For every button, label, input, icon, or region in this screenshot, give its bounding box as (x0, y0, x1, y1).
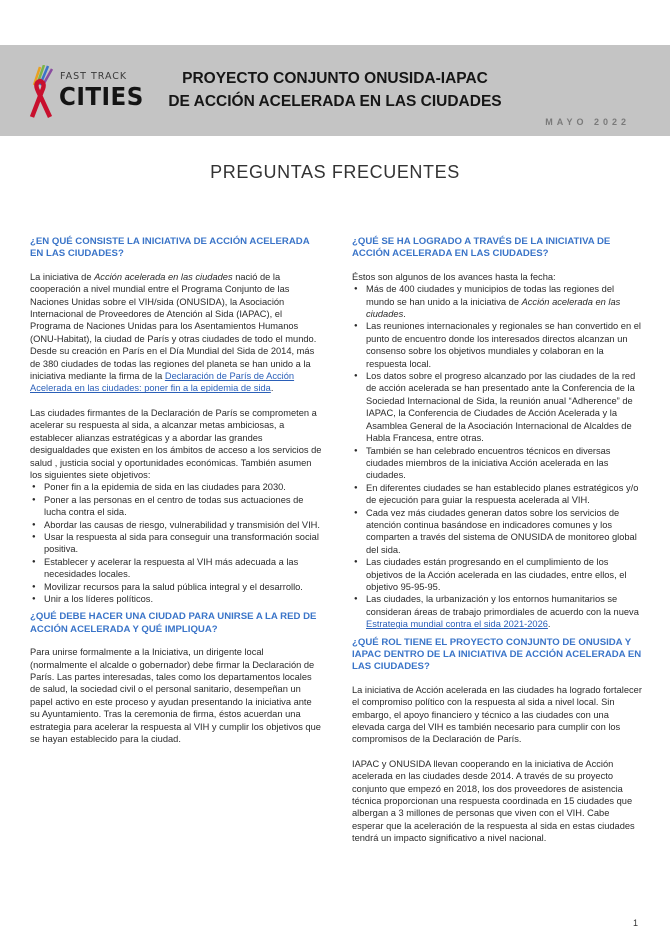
list-item: ● Poner fin a la epidemia de sida en las ciudades para 2030. (30, 481, 322, 493)
global-aids-strategy-link[interactable]: Estrategia mundial contra el sida 2021-2026 (366, 619, 548, 630)
initiative-name: Acción acelerada en las ciudades (366, 296, 621, 320)
paragraph (30, 271, 322, 395)
page-number: 1 (632, 918, 638, 928)
header-banner (0, 45, 670, 136)
list-item-text: . (547, 619, 551, 630)
aids-ribbon-icon (28, 65, 56, 121)
question-heading: ¿QUÉ ROL TIENE EL PROYECTO CONJUNTO DE ONUSIDA Y IAPAC DENTRO DE LA INICIATIVA DE ACCIÓN ACELERADA EN LAS CIUDADES? (352, 636, 642, 673)
paragraph-text: nació de la cooperación a nivel mundial entre el Programa Conjunto de las Naciones Unidas sobre el VIH/sida (ONUSIDA), la Asociación Internacional de Proveedores de Atención al Sida (IAPAC), el Programa de Naciones Unidas para los Asentamientos Humanos (ONU-Habitat), la ciudad de París y otras ciudades de todo el mundo. Desde su creación en París en el Día Mundial del Sida de 2014, más de 380 ciudades de todas las regiones del planeta se han unido a la iniciativa mediante la firma de la (30, 271, 317, 382)
paragraph-text: La iniciativa de (30, 271, 95, 282)
right-column (352, 236, 642, 857)
paris-declaration-link[interactable]: Declaración de París de Acción Acelerada en las ciudades: poner fin a la epidemia de sida (30, 371, 295, 394)
list-item: ● Usar la respuesta al sida para conseguir una transformación social positiva. (30, 531, 322, 556)
question-heading: ¿EN QUÉ CONSISTE LA INICIATIVA DE ACCIÓN ACELERADA EN LAS CIUDADES? (30, 236, 310, 260)
list-item: ● En diferentes ciudades se han establecido planes estratégicos y/o de ejecución para guiar la respuesta acelerada al VIH. (352, 482, 642, 507)
list-item: ● Movilizar recursos para la salud pública integral y el desarrollo. (30, 581, 322, 593)
left-column (30, 236, 322, 757)
list-item: ● Las ciudades están progresando en el cumplimiento de los objetivos de la Acción acelerada en las ciudades, entre ellos, el objetivo 95-95-95. (352, 556, 642, 593)
paragraph: Para unirse formalmente a la Iniciativa, un dirigente local (normalmente el alcalde o gobernador) debe firmar la Declaración de París. Las partes interesadas, tales como los departamentos locales de salud, la sociedad civil o el personal sanitario, desempeñan un papel activo en este proceso y ayudan presentando la iniciativa ante su Ayuntamiento. Tras la ceremonia de firma, éstos acuerdan una estrategia para acelerar la respuesta al VIH y cumplir los objetivos que se hayan establecido para la ciudad. (30, 647, 321, 745)
list-item: ● Unir a los líderes políticos. (30, 593, 322, 605)
list-item: ● También se han celebrado encuentros técnicos en diversas ciudades miembros de la iniciativa Acción acelerada en las ciudades. (352, 445, 642, 482)
list-item (352, 283, 642, 320)
paragraph: Éstos son algunos de los avances hasta la fecha: (352, 271, 556, 282)
list-item-text: Las ciudades, la urbanización y los entornos humanitarios se consideran áreas de trabajo primordiales de acuerdo con la nueva (366, 594, 639, 617)
paragraph: Las ciudades firmantes de la Declaración de París se comprometen a acelerar su respuesta al sida, a alcanzar metas ambiciosas, a establecer alianzas estratégicas y a abordar las grandes desigualdades que existen en los ámbitos de acceso a los servicios de salud , justicia social y oportunidades económicas. También asumen los siguientes siete objetivos: (30, 407, 322, 480)
list-item-text: . (403, 309, 406, 320)
list-item-text: Más de 400 ciudades y municipios de todas las regiones del mundo se han unido a la iniciativa de (366, 284, 615, 307)
page-title: PREGUNTAS FRECUENTES (210, 162, 460, 182)
logo-main-text: CITIES (59, 82, 144, 111)
paragraph-text: . (270, 383, 274, 394)
achievements-list (352, 283, 642, 630)
list-item: ● Abordar las causas de riesgo, vulnerabilidad y transmisión del VIH. (30, 519, 322, 531)
list-item: ● Establecer y acelerar la respuesta al VIH más adecuada a las necesidades locales. (30, 556, 322, 581)
paragraph: IAPAC y ONUSIDA llevan cooperando en la iniciativa de Acción acelerada en las ciudades desde 2014. A través de su proyecto conjunto que empezó en 2018, los dos proveedores de asistencia técnica proporcionan una respuesta coordinada en 15 ciudades que albergan a 3 millones de personas que viven con el VIH. Cabe esperar que la aceleración de la respuesta al sida en estas ciudades tendrá un impacto significativo a nivel nacional. (352, 758, 635, 844)
question-heading: ¿QUÉ SE HA LOGRADO A TRAVÉS DE LA INICIATIVA DE ACCIÓN ACELERADA EN LAS CIUDADES? (352, 236, 611, 260)
objectives-list (30, 481, 322, 605)
list-item: ● Cada vez más ciudades generan datos sobre los servicios de atención continua basándose en indicadores comunes y los comparten a través del sistema de ONUSIDA de monitoreo global del sida. (352, 507, 642, 557)
initiative-name: Acción acelerada en las ciudades (94, 271, 233, 282)
list-item: ● Las reuniones internacionales y regionales se han convertido en el punto de encuentro donde los interesados directos alcanzan un consenso sobre los objetivos mundiales y colaboran en la respuesta local. (352, 320, 642, 370)
list-item (352, 593, 642, 630)
list-item: ● Los datos sobre el progreso alcanzado por las ciudades de la red de acción acelerada se han presentado ante la Conferencia de la Sociedad Internacional de Sida, la reunión anual “Adherence” de IAPAC, la Conferencia de Ciudades de Acción Acelerada y la Asamblea General de la Asociación Internacional de Alcaldes de Habla Francesa, entre otras. (352, 370, 642, 444)
project-title-line1: PROYECTO CONJUNTO ONUSIDA-IAPAC (182, 70, 488, 87)
question-heading: ¿QUÉ DEBE HACER UNA CIUDAD PARA UNIRSE A LA RED DE ACCIÓN ACELERADA Y QUÉ IMPLIQUA? (30, 611, 317, 635)
project-title-line2: DE ACCIÓN ACELERADA EN LAS CIUDADES (168, 93, 502, 110)
publication-date: MAYO 2022 (545, 117, 630, 127)
list-item: ● Poner a las personas en el centro de todas sus actuaciones de lucha contra el sida. (30, 494, 322, 519)
paragraph: La iniciativa de Acción acelerada en las ciudades ha logrado fortalecer el compromiso político con la respuesta al sida a nivel local. Sin embargo, el apoyo financiero y técnico a las ciudades con una elevada carga del VIH es también necesario para cumplir con los compromisos de la Declaración de París. (352, 684, 642, 745)
logo-top-text: FAST TRACK (60, 71, 128, 82)
fast-track-cities-logo (28, 65, 144, 121)
